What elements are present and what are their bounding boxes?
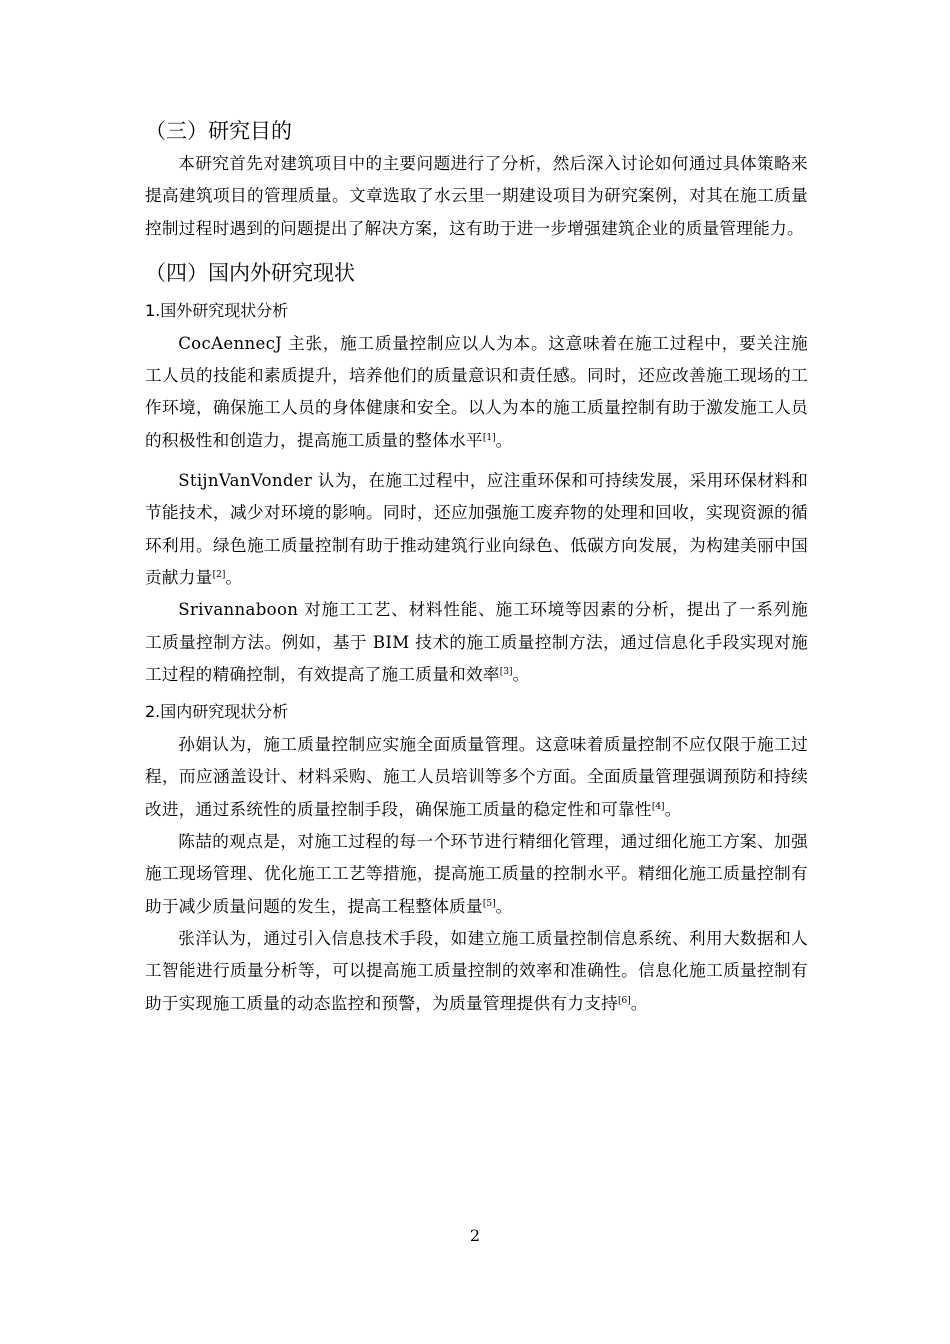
paragraph-foreign-1: CocAennecJ 主张，施工质量控制应以人为本。这意味着在施工过程中，要关注施工人员的技能和素质提升，培养他们的质量意识和责任感。同时，还应改善施工现场的工作环境，确保施工人员的身体健康和安全。以人为本的施工质量控制有助于激发施工人员的积极性和创造力，提高施工质量的整体水平[1]。 bbox=[145, 333, 808, 450]
paragraph-domestic-2: 陈喆的观点是，对施工过程的每一个环节进行精细化管理，通过细化施工方案、加强施工现场管理、优化施工工艺等措施，提高施工质量的控制水平。精细化施工质量控制有助于减少质量问题的发生，提高工程整体质量[5]。 bbox=[145, 832, 808, 916]
page-number: 2 bbox=[469, 1226, 481, 1245]
heading-domestic-status: 2.国内研究现状分析 bbox=[145, 702, 289, 722]
citation-ref: [6] bbox=[618, 995, 631, 1006]
paragraph-domestic-1: 孙娟认为，施工质量控制应实施全面质量管理。这意味着质量控制不应仅限于施工过程，而应涵盖设计、材料采购、施工人员培训等多个方面。全面质量管理强调预防和持续改进，通过系统性的质量控制手段，确保施工质量的稳定性和可靠性[4]。 bbox=[145, 735, 808, 819]
citation-ref: [5] bbox=[482, 898, 496, 909]
page-content bbox=[145, 112, 808, 1020]
heading-foreign-status: 1.国外研究现状分析 bbox=[145, 300, 289, 320]
heading-research-purpose: （三）研究目的 bbox=[145, 119, 292, 143]
citation-ref: [3] bbox=[499, 666, 513, 677]
paragraph-foreign-2: StijnVanVonder 认为，在施工过程中，应注重环保和可持续发展，采用环保材料和节能技术，减少对环境的影响。同时，还应加强施工废弃物的处理和回收，实现资源的循环利用。绿色施工质量控制有助于推动建筑行业向绿色、低碳方向发展，为构建美丽中国贡献力量[2]。 bbox=[145, 471, 808, 587]
citation-ref: [4] bbox=[651, 801, 665, 812]
paragraph-foreign-3: Srivannaboon 对施工工艺、材料性能、施工环境等因素的分析，提出了一系列施工质量控制方法。例如，基于 BIM 技术的施工质量控制方法，通过信息化手段实现对施工过程的精确控制，有效提高了施工质量和效率[3]。 bbox=[145, 600, 808, 684]
paragraph-research-purpose: 本研究首先对建筑项目中的主要问题进行了分析，然后深入讨论如何通过具体策略来提高建筑项目的管理质量。文章选取了水云里一期建设项目为研究案例，对其在施工质量控制过程时遇到的问题提出了解决方案，这有助于进一步增强建筑企业的质量管理能力。 bbox=[145, 154, 808, 238]
citation-ref: [2] bbox=[212, 569, 226, 580]
citation-ref: [1] bbox=[482, 432, 496, 443]
paragraph-domestic-3: 张洋认为，通过引入信息技术手段，如建立施工质量控制信息系统、利用大数据和人工智能进行质量分析等，可以提高施工质量控制的效率和准确性。信息化施工质量控制有助于实现施工质量的动态监控和预警，为质量管理提供有力支持[6]。 bbox=[145, 928, 808, 1013]
heading-research-status: （四）国内外研究现状 bbox=[145, 260, 355, 285]
